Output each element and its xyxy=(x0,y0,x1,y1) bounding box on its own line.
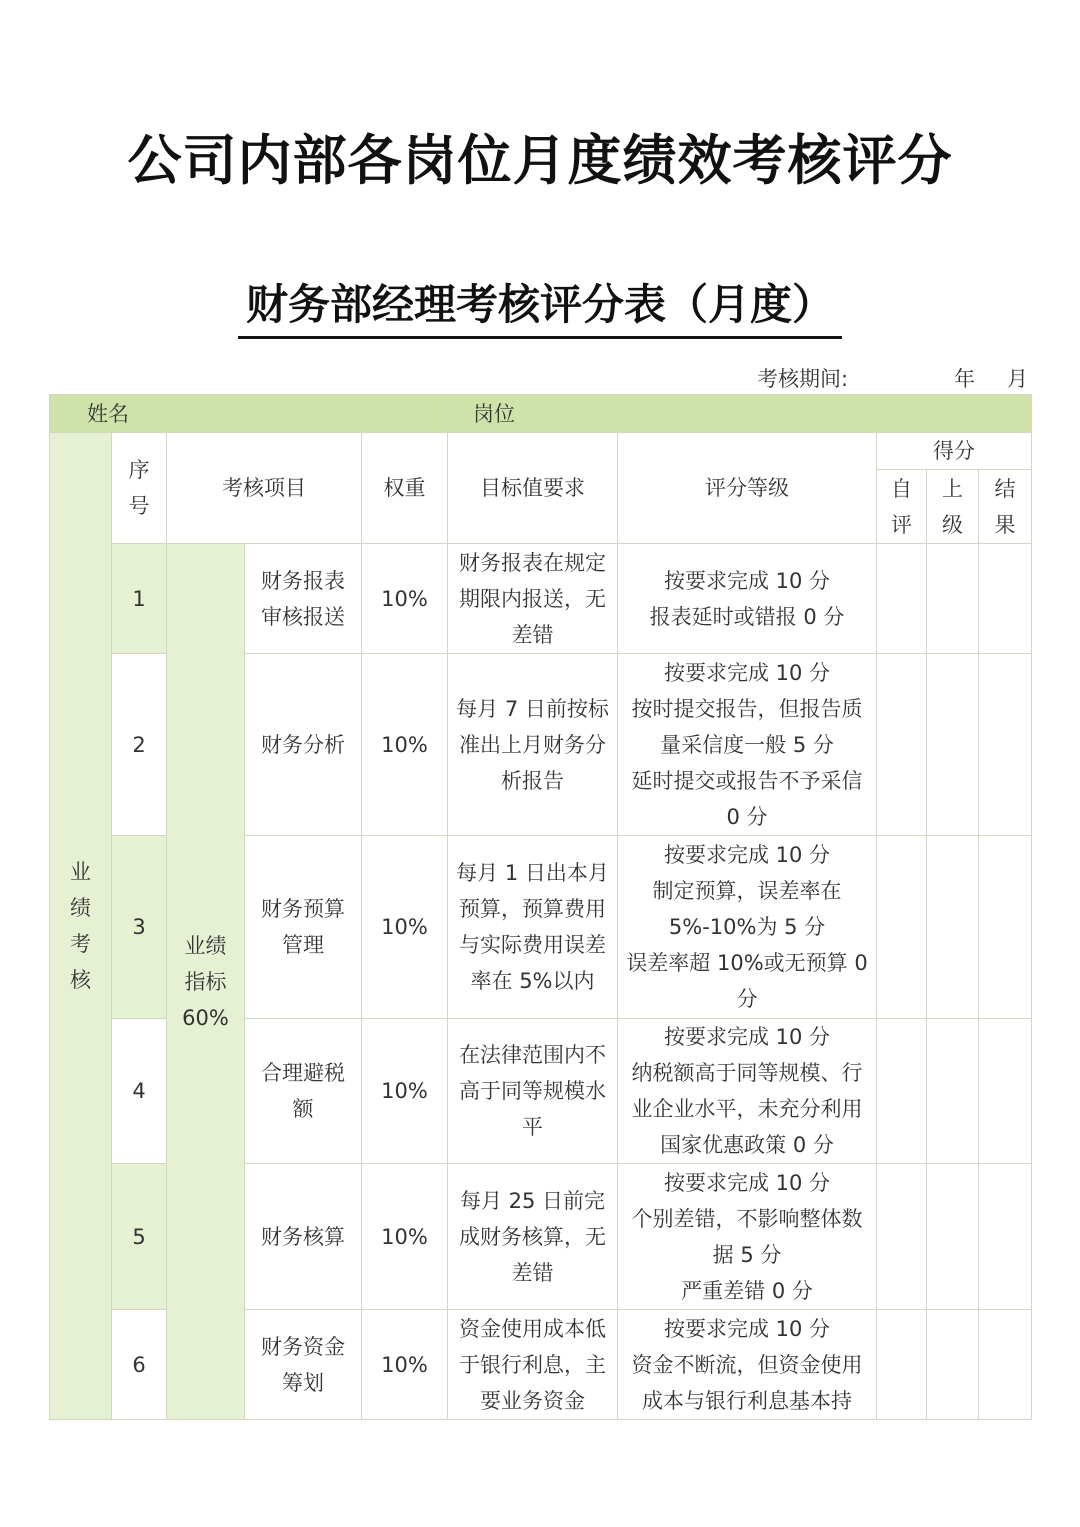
main-title: 公司内部各岗位月度绩效考核评分 xyxy=(127,128,953,192)
row-item: 财务分析 xyxy=(245,654,362,836)
header-row xyxy=(50,433,1032,470)
name-label: 姓名 xyxy=(50,395,167,433)
table-row xyxy=(50,544,1032,654)
row-target: 在法律范围内不高于同等规模水平 xyxy=(448,1019,618,1164)
row-target: 资金使用成本低于银行利息，主要业务资金 xyxy=(448,1310,618,1420)
row-item: 财务资金筹划 xyxy=(245,1310,362,1420)
assessment-table xyxy=(49,394,1032,1420)
row-weight: 10% xyxy=(362,1164,448,1310)
row-grade: 按要求完成 10 分 按时提交报告，但报告质量采信度一般 5 分 延时提交或报告不予采信 0 分 xyxy=(618,654,877,836)
row-seq: 5 xyxy=(112,1164,167,1310)
row-grade: 按要求完成 10 分 纳税额高于同等规模、行业企业水平，未充分利用国家优惠政策 0 分 xyxy=(618,1019,877,1164)
name-row xyxy=(50,395,1032,433)
row-self-score[interactable] xyxy=(877,1310,927,1420)
row-result-score[interactable] xyxy=(979,544,1032,654)
row-result-score[interactable] xyxy=(979,654,1032,836)
period-year-label: 年 xyxy=(954,367,975,391)
name-value[interactable] xyxy=(167,395,448,433)
row-grade: 按要求完成 10 分 资金不断流，但资金使用成本与银行利息基本持 xyxy=(618,1310,877,1420)
row-weight: 10% xyxy=(362,544,448,654)
row-superior-score[interactable] xyxy=(927,1019,979,1164)
row-self-score[interactable] xyxy=(877,544,927,654)
position-value[interactable] xyxy=(618,395,1032,433)
row-seq: 2 xyxy=(112,654,167,836)
header-weight: 权重 xyxy=(362,433,448,544)
row-item: 财务报表审核报送 xyxy=(245,544,362,654)
row-superior-score[interactable] xyxy=(927,836,979,1019)
period-label: 考核期间: xyxy=(757,367,849,391)
header-target: 目标值要求 xyxy=(448,433,618,544)
header-grade: 评分等级 xyxy=(618,433,877,544)
row-result-score[interactable] xyxy=(979,1019,1032,1164)
row-weight: 10% xyxy=(362,1310,448,1420)
row-target: 每月 1 日出本月预算，预算费用与实际费用误差率在 5%以内 xyxy=(448,836,618,1019)
row-weight: 10% xyxy=(362,1019,448,1164)
row-weight: 10% xyxy=(362,654,448,836)
header-self: 自 评 xyxy=(877,470,927,544)
row-target: 每月 25 日前完成财务核算，无差错 xyxy=(448,1164,618,1310)
row-item: 财务预算管理 xyxy=(245,836,362,1019)
row-superior-score[interactable] xyxy=(927,544,979,654)
row-grade: 按要求完成 10 分 制定预算，误差率在 5%-10%为 5 分 误差率超 10%或无预算 0 分 xyxy=(618,836,877,1019)
row-self-score[interactable] xyxy=(877,836,927,1019)
header-item: 考核项目 xyxy=(167,433,362,544)
row-self-score[interactable] xyxy=(877,654,927,836)
row-grade: 按要求完成 10 分 报表延时或错报 0 分 xyxy=(618,544,877,654)
row-target: 每月 7 日前按标准出上月财务分析报告 xyxy=(448,654,618,836)
row-self-score[interactable] xyxy=(877,1164,927,1310)
row-seq: 1 xyxy=(112,544,167,654)
row-result-score[interactable] xyxy=(979,836,1032,1019)
row-item: 财务核算 xyxy=(245,1164,362,1310)
header-superior: 上 级 xyxy=(927,470,979,544)
row-target: 财务报表在规定期限内报送，无差错 xyxy=(448,544,618,654)
row-seq: 3 xyxy=(112,836,167,1019)
row-grade: 按要求完成 10 分 个别差错，不影响整体数据 5 分 严重差错 0 分 xyxy=(618,1164,877,1310)
row-self-score[interactable] xyxy=(877,1019,927,1164)
assessment-period xyxy=(757,363,1028,393)
header-result: 结 果 xyxy=(979,470,1032,544)
row-seq: 4 xyxy=(112,1019,167,1164)
header-seq: 序 号 xyxy=(112,433,167,544)
row-superior-score[interactable] xyxy=(927,1310,979,1420)
row-item: 合理避税额 xyxy=(245,1019,362,1164)
sub-title: 财务部经理考核评分表（月度） xyxy=(238,272,842,339)
category-cell: 业 绩 考 核 xyxy=(50,433,112,1420)
group-cell: 业绩 指标 60% xyxy=(167,544,245,1420)
period-month-label: 月 xyxy=(1007,367,1028,391)
header-score: 得分 xyxy=(877,433,1032,470)
position-label: 岗位 xyxy=(448,395,618,433)
row-result-score[interactable] xyxy=(979,1310,1032,1420)
row-weight: 10% xyxy=(362,836,448,1019)
row-seq: 6 xyxy=(112,1310,167,1420)
row-superior-score[interactable] xyxy=(927,654,979,836)
row-superior-score[interactable] xyxy=(927,1164,979,1310)
row-result-score[interactable] xyxy=(979,1164,1032,1310)
